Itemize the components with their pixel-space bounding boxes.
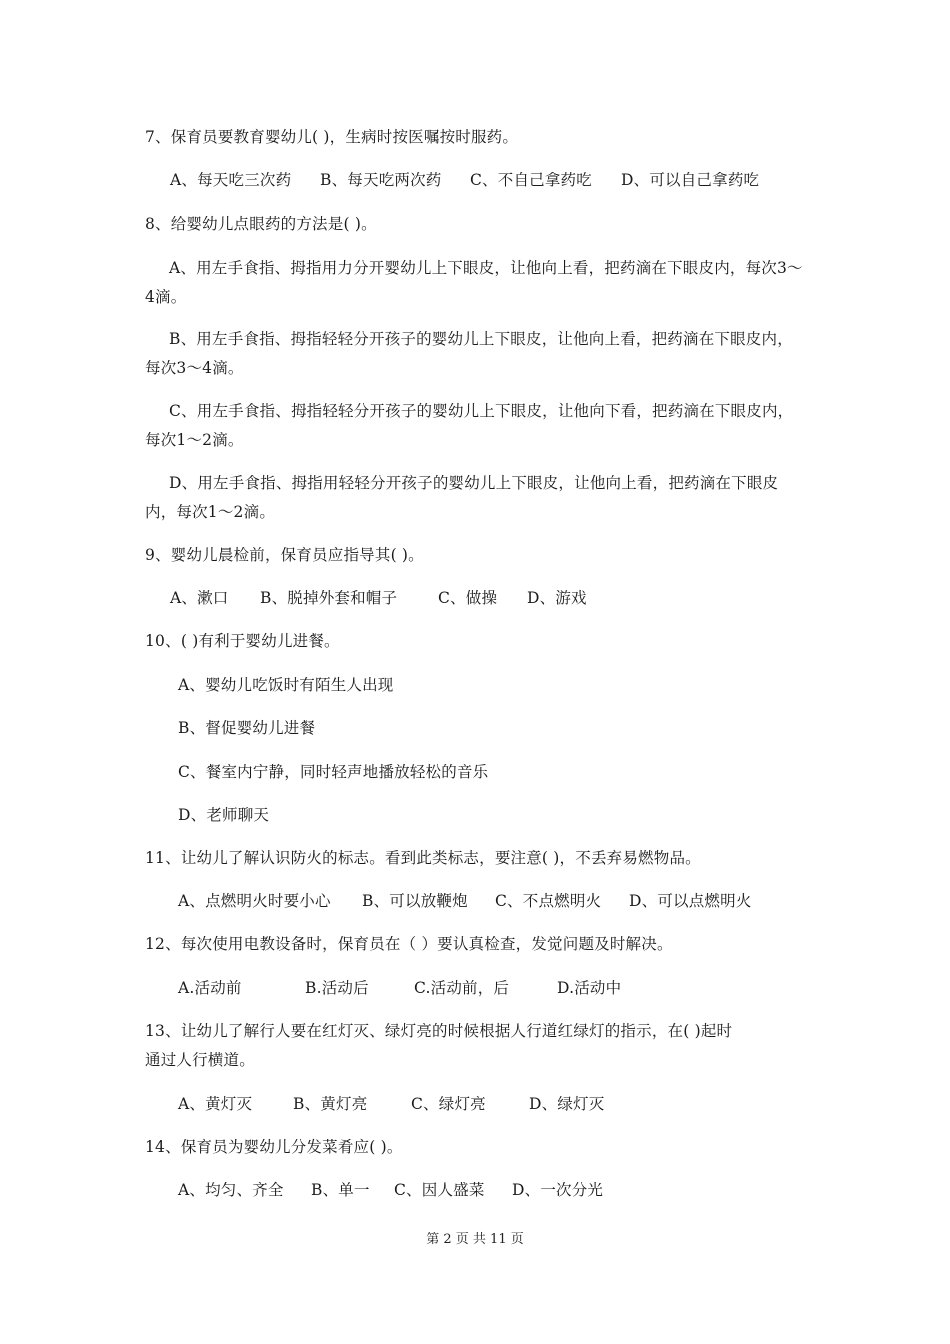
- question-13-options: [178, 1094, 604, 1114]
- option-a: A、黄灯灭: [178, 1095, 253, 1113]
- question-13-stem-line-2: 通过人行横道。: [145, 1051, 255, 1069]
- question-7-options: [170, 170, 759, 190]
- question-10-option-b: B、督促婴幼儿进餐: [178, 719, 316, 737]
- question-8-stem: 8、给婴幼儿点眼药的方法是( )。: [145, 215, 377, 233]
- question-8-option-c: C、用左手食指、拇指轻轻分开孩子的婴幼儿上下眼皮，让他向下看，把药滴在下眼皮内，每次1～2滴。: [145, 402, 794, 449]
- question-8-option-b: B、用左手食指、拇指轻轻分开孩子的婴幼儿上下眼皮，让他向上看，把药滴在下眼皮内，每次3～4滴。: [145, 330, 793, 377]
- question-12-options: [178, 978, 621, 998]
- option-d: D.活动中: [557, 979, 622, 997]
- option-a: A、漱口: [170, 589, 229, 607]
- question-10-option-a: A、婴幼儿吃饭时有陌生人出现: [178, 676, 394, 694]
- option-c: C、不点燃明火: [495, 892, 602, 910]
- question-8-option-d: D、用左手食指、拇指用轻轻分开孩子的婴幼儿上下眼皮，让他向上看，把药滴在下眼皮内，每次1～2滴。: [145, 474, 779, 521]
- question-14-options: [178, 1180, 603, 1200]
- option-d: D、绿灯灭: [529, 1095, 605, 1113]
- option-a: A、每天吃三次药: [170, 171, 292, 189]
- option-c: C、不自己拿药吃: [470, 171, 592, 189]
- question-8-option-a: A、用左手食指、拇指用力分开婴幼儿上下眼皮，让他向上看，把药滴在下眼皮内，每次3～4滴。: [145, 259, 803, 306]
- option-b: B、每天吃两次药: [320, 171, 442, 189]
- option-b: B、脱掉外套和帽子: [260, 589, 398, 607]
- option-a: A、点燃明火时要小心: [178, 892, 331, 910]
- option-b: B.活动后: [305, 979, 369, 997]
- option-c: C.活动前，后: [414, 979, 510, 997]
- question-14-stem: 14、保育员为婴幼儿分发菜肴应( )。: [145, 1138, 403, 1156]
- question-13-stem-line-1: 13、让幼儿了解行人要在红灯灭、绿灯亮的时候根据人行道红绿灯的指示，在( )起时: [145, 1022, 733, 1040]
- option-a: A、均匀、齐全: [178, 1181, 284, 1199]
- option-c: C、因人盛菜: [394, 1181, 485, 1199]
- question-9-options: [170, 588, 587, 608]
- question-10-option-c: C、餐室内宁静，同时轻声地播放轻松的音乐: [178, 763, 489, 781]
- question-10-stem: 10、( )有利于婴幼儿进餐。: [145, 632, 340, 650]
- option-c: C、绿灯亮: [411, 1095, 486, 1113]
- question-12-stem: 12、每次使用电教设备时，保育员在（ ）要认真检查，发觉问题及时解决。: [145, 935, 673, 953]
- question-9-stem: 9、婴幼儿晨检前，保育员应指导其( )。: [145, 546, 424, 564]
- question-10-option-d: D、老师聊天: [178, 806, 270, 824]
- page-number: 第 2 页 共 11 页: [426, 1232, 524, 1247]
- question-11-stem: 11、让幼儿了解认识防火的标志。看到此类标志，要注意( )，不丢弃易燃物品。: [145, 849, 701, 867]
- option-d: D、可以点燃明火: [629, 892, 752, 910]
- option-a: A.活动前: [178, 979, 242, 997]
- option-d: D、一次分光: [512, 1181, 604, 1199]
- option-c: C、做操: [438, 589, 498, 607]
- option-b: B、单一: [311, 1181, 370, 1199]
- question-11-options: [178, 891, 752, 911]
- question-7-stem: 7、保育员要教育婴幼儿( )，生病时按医嘱按时服药。: [145, 128, 519, 146]
- option-b: B、可以放鞭炮: [362, 892, 468, 910]
- option-d: D、可以自己拿药吃: [621, 171, 760, 189]
- option-d: D、游戏: [527, 589, 587, 607]
- option-b: B、黄灯亮: [293, 1095, 368, 1113]
